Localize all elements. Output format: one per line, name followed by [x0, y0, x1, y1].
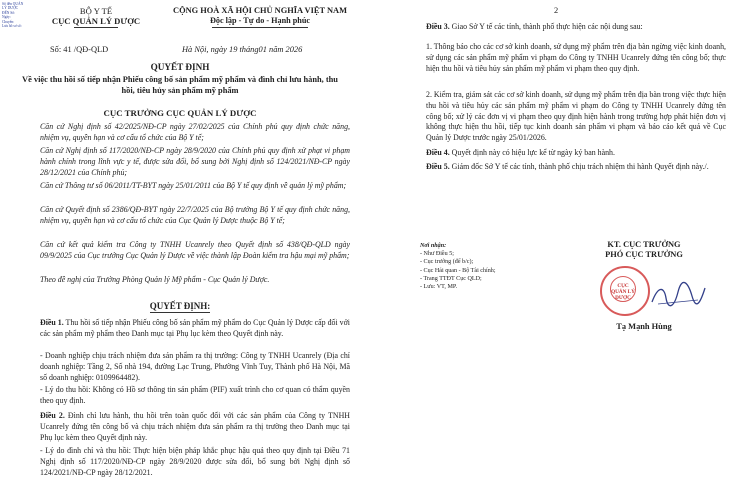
- agency-header: [36, 6, 156, 28]
- preamble-item: Căn cứ Nghị định số 42/2025/NĐ-CP ngày 27/02/2025 của Chính phủ quy định chức năng, nhiệm vụ, quyền hạn và cơ cấu tổ chức của Bộ Y tế;: [40, 122, 350, 142]
- decision-heading: [0, 301, 360, 313]
- date-place: Hà Nội, ngày: [182, 45, 227, 54]
- header-divider: [74, 27, 118, 28]
- stamp-line: LÝ DƯỢC: [2, 6, 19, 11]
- stamp-line: Ngày:: [2, 15, 11, 20]
- stamp-line: ĐẾN Số:: [2, 10, 16, 15]
- stamp-line: Số đến QUẢN: [2, 2, 24, 6]
- official-seal: [600, 266, 650, 316]
- date-month: 01: [258, 45, 267, 54]
- nation-name: CỘNG HOÀ XÃ HỘI CHỦ NGHĨA VIỆT NAM: [173, 6, 347, 15]
- doc-number-value: 41: [63, 45, 72, 54]
- article-3-text: Giao Sở Y tế các tỉnh, thành phố thực hiện các nội dung sau:: [451, 22, 643, 31]
- article-2-text: Đình chỉ lưu hành, thu hồi trên toàn quốc đối với các sản phẩm của Công ty TNHH Ucanrely đứng tên công bố và chịu trách nhiệm đưa sản phẩm ra thị trường theo Danh mục tại Phụ lục kèm theo Quyết định này.: [40, 411, 350, 442]
- article-5-label: Điều 5.: [426, 162, 450, 171]
- recipient-item: - Cục Hải quan - Bộ Tài chính;: [420, 267, 496, 274]
- recipients-list: [420, 242, 570, 291]
- article-3: [426, 22, 726, 33]
- seal-text: CỤC: [617, 283, 629, 289]
- date-year: năm 2026: [269, 45, 303, 54]
- national-motto: Độc lập - Tự do - Hạnh phúc: [209, 16, 311, 25]
- article-1: [40, 318, 350, 340]
- decision-divider: [150, 312, 210, 313]
- article-3-item-1: 1. Thông báo cho các cơ sở kinh doanh, sử dụng mỹ phẩm trên địa bàn ngừng việc kinh doanh, sử dụng các sản phẩm mỹ phẩm vi phạm do Công ty TNHH Ucanrely đứng tên công bố; thực hiện thu hồi và tiêu hủy sản phẩm mỹ phẩm vi phạm theo quy định.: [426, 42, 726, 73]
- issuing-authority: CỤC TRƯỞNG CỤC QUẢN LÝ DƯỢC: [103, 108, 257, 118]
- preamble-item: Căn cứ Thông tư số 06/2011/TT-BYT ngày 25/01/2011 của Bộ Y tế quy định về quản lý mỹ phẩm;: [40, 181, 347, 190]
- decision-heading-text: QUYẾT ĐỊNH:: [149, 301, 211, 311]
- stamp-line: Lưu hồ sơ số:: [2, 24, 22, 29]
- article-1-reason: - Lý do thu hồi: Không có Hồ sơ thông tin sản phẩm (PIF) xuất trình cho cơ quan có thẩm quyền theo quy định.: [40, 385, 350, 405]
- article-2: [40, 411, 350, 443]
- signer-position-2: PHÓ CỤC TRƯỞNG: [605, 250, 683, 259]
- national-header: [160, 6, 360, 28]
- handwritten-signature: [648, 280, 708, 310]
- recipient-item: - Cục trưởng (để b/c);: [420, 259, 474, 266]
- signer-name: Tạ Mạnh Hùng: [616, 322, 672, 331]
- article-1-label: Điều 1.: [40, 318, 64, 327]
- seal-text: DƯỢC: [615, 295, 631, 301]
- seal-center: [610, 276, 636, 302]
- page-one: [0, 0, 360, 500]
- doc-number-suffix: /QĐ-QLD: [73, 45, 109, 54]
- page-number: 2: [554, 6, 559, 15]
- document-subtitle: Về việc thu hồi số tiếp nhận Phiếu công bố sản phẩm mỹ phẩm và đình chỉ lưu hành, thu hồi, tiêu hủy sản phẩm mỹ phẩm: [22, 75, 338, 95]
- article-4-label: Điều 4.: [426, 148, 450, 157]
- seal-text: QUẢN LÝ: [611, 289, 635, 295]
- agency-name: CỤC QUẢN LÝ DƯỢC: [51, 16, 141, 26]
- signer-position-1: KT. CỤC TRƯỞNG: [607, 240, 681, 249]
- date-month-label: tháng: [239, 45, 259, 54]
- ministry-name: BỘ Y TẾ: [79, 6, 113, 16]
- preamble-item: Căn cứ kết quả kiểm tra Công ty TNHH Ucanrely theo Quyết định số 438/QĐ-QLD ngày 09/9/2025 của Cục trưởng Cục Quản lý Dược về việc thành lập Đoàn kiểm tra hậu mại mỹ phẩm;: [40, 240, 350, 260]
- article-5: [426, 162, 726, 173]
- article-2-reason: - Lý do đình chỉ và thu hồi: Thực hiện biện pháp khắc phục hậu quả theo quy định tại Điều 71 Nghị định số 117/2020/NĐ-CP ngày 28/9/2020 được sửa đổi, bổ sung bởi Nghị định số 124/2021/NĐ-CP ngày 28/12/2021.: [40, 446, 350, 477]
- date-day: 19: [229, 45, 238, 54]
- article-3-item-2: 2. Kiểm tra, giám sát các cơ sở kinh doanh, sử dụng mỹ phẩm trên địa bàn trong việc thực hiện thu hồi và tiêu hủy các sản phẩm mỹ phẩm vi phạm do Công ty TNHH Ucanrely đứng tên công bố; xử lý các đơn vị vi phạm theo quy định hiện hành trong trường hợp phát hiện đơn vị không thực hiện thu hồi, tiếp tục kinh doanh sản phẩm vi phạm và báo cáo kết quả về Cục Quản lý Dược trước ngày 25/01/2026.: [426, 90, 726, 143]
- document-date: [182, 45, 302, 54]
- recipients-label: Nơi nhận:: [420, 243, 447, 249]
- document-number: [50, 45, 108, 54]
- article-1-text: Thu hồi số tiếp nhận Phiếu công bố sản phẩm mỹ phẩm do Cục Quản lý Dược cấp đối với các sản phẩm mỹ phẩm theo Danh mục tại Phụ lục kèm theo Quyết định này.: [40, 318, 350, 338]
- recipient-item: - Trang TTĐT Cục QLD;: [420, 275, 482, 282]
- signature-block: [564, 240, 724, 331]
- incoming-stamp: [2, 2, 36, 38]
- stamp-line: Chuyển:: [2, 19, 15, 24]
- preamble-item: Theo đề nghị của Trưởng Phòng Quản lý Mỹ phẩm - Cục Quản lý Dược.: [40, 275, 270, 284]
- article-4: [426, 148, 726, 159]
- motto-divider: [212, 27, 308, 28]
- article-4-text: Quyết định này có hiệu lực kể từ ngày ký ban hành.: [451, 148, 615, 157]
- preamble-item: Căn cứ Quyết định số 2386/QĐ-BYT ngày 22/7/2025 của Bộ trưởng Bộ Y tế quy định chức năng, nhiệm vụ, quyền hạn và cơ cấu tổ chức của Cục Quản lý Dược thuộc Bộ Y tế;: [40, 205, 350, 225]
- article-3-label: Điều 3.: [426, 22, 450, 31]
- recipient-item: - Lưu: VT, MP.: [420, 284, 458, 291]
- article-5-text: Giám đốc Sở Y tế các tỉnh, thành phố chịu trách nhiệm thi hành Quyết định này./.: [451, 162, 709, 171]
- document-title: QUYẾT ĐỊNH: [150, 62, 210, 72]
- doc-number-label: Số:: [50, 45, 62, 54]
- preamble-item: Căn cứ Nghị định số 117/2020/NĐ-CP ngày 28/9/2020 của Chính phủ quy định xử phạt vi phạm hành chính trong lĩnh vực y tế, được sửa đổi, bổ sung bởi Nghị định số 124/2021/NĐ-CP ngày 28/12/2021 của Chính phủ;: [40, 146, 350, 177]
- article-2-label: Điều 2.: [40, 411, 65, 420]
- article-1-company: - Doanh nghiệp chịu trách nhiệm đưa sản phẩm ra thị trường: Công ty TNHH Ucanrely (Địa chỉ doanh nghiệp: Tầng 2, Số nhà 194, đường Lạc Trung, Phường Vĩnh Tuy, Thành phố Hà Nội, Mã số doanh nghiệp: 0109964482).: [40, 351, 350, 382]
- page-two: [374, 0, 734, 500]
- recipient-item: - Như Điều 5;: [420, 251, 454, 258]
